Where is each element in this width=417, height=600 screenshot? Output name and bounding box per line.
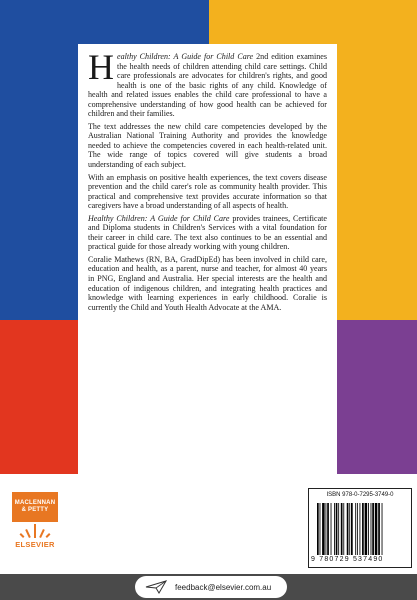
barcode-bars xyxy=(317,503,405,555)
publisher-logo xyxy=(10,492,60,550)
paper-plane-icon xyxy=(145,580,167,594)
blurb-paragraph-4: Healthy Children: A Guide for Child Care provides trainees, Certificate and Diploma students in Children's Services with a vital foundation for their career in child care. The text also continues to be an essential and practical guide for those already working with young children. xyxy=(88,213,327,252)
blurb-paragraph-2: The text addresses the new child care competencies developed by the Australian National Training Authority and provides the knowledge needed to achieve the competencies covered in each health-related unit. The wide range of topics covered will give students a broad understanding of each subject. xyxy=(88,121,327,170)
book-title-italic: Healthy Children: A Guide for Child Care xyxy=(88,213,230,223)
isbn-barcode xyxy=(308,488,412,568)
blurb-paragraph-1: Healthy Children: A Guide for Child Care 2nd edition examines the health needs of children attending child care settings. Child care professionals are advocates for children's rights, and good health is one of the basic rights of any child. Knowledge of health and related issues enables the child care professional to have a comprehensive understanding of how good health can be achieved for children and their families. xyxy=(88,47,328,119)
blurb-paragraph-3: With an emphasis on positive health experiences, the text covers disease prevention and the child carer's role as community health provider. This practical and comprehensive text provides accurate information so that caregivers have a broad understanding of all aspects of health. xyxy=(88,172,327,211)
blurb-text-box xyxy=(78,44,337,474)
barcode-digits: 9 780729 537490 xyxy=(311,556,384,563)
publisher-name: ELSEVIER xyxy=(15,540,55,549)
elsevier-tree-icon xyxy=(15,524,55,538)
book-title-italic: ealthy Children: A Guide for Child Care xyxy=(117,52,254,61)
feedback-pill[interactable] xyxy=(135,576,287,598)
imprint-block: MACLENNAN & PETTY xyxy=(12,492,58,522)
feedback-email[interactable]: feedback@elsevier.com.au xyxy=(175,582,272,592)
drop-cap: H xyxy=(88,47,114,87)
isbn-number: ISBN 978-0-7295-3749-0 xyxy=(326,492,394,498)
author-bio: Coralie Mathews (RN, BA, GradDipEd) has been involved in child care, education and health, as a parent, nurse and teacher, for almost 40 years in PNG, England and Australia. Her special interests are the health and education of indigenous children, and integrating health practices and knowledge with learning experiences in early childhood. Coralie is currently the Child and Youth Health Advocate at the AMA. xyxy=(88,254,327,312)
